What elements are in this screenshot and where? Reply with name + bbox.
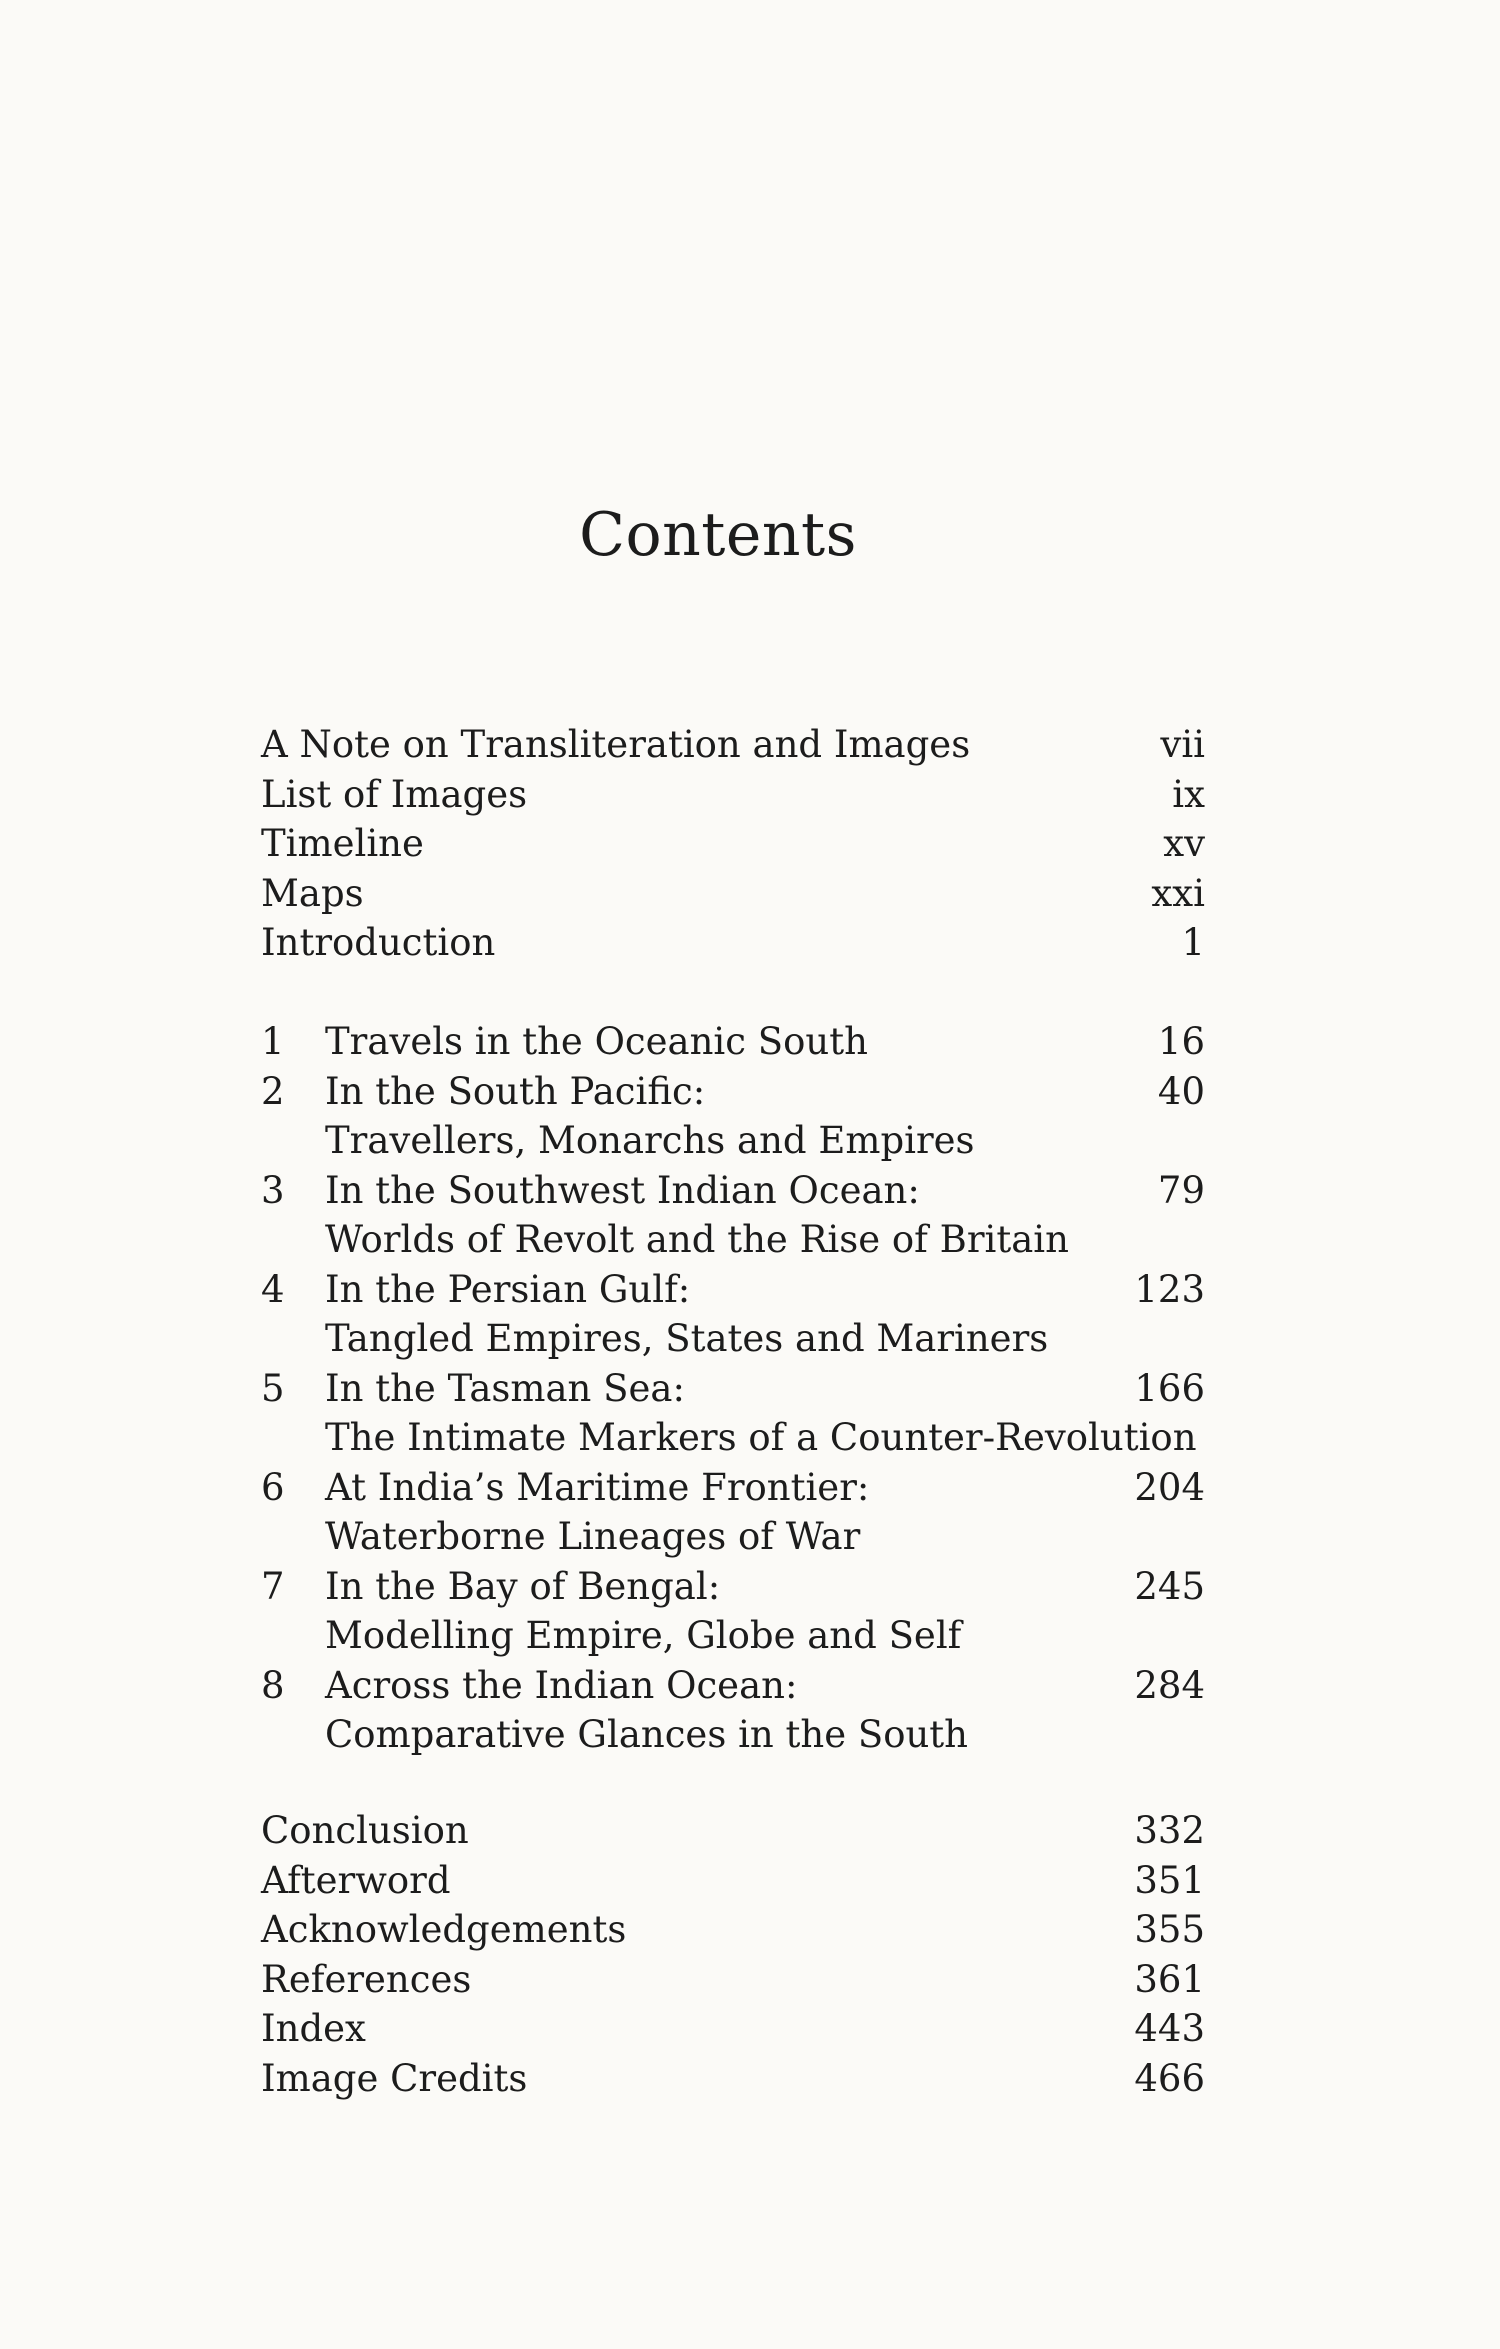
entry-title: References	[261, 1957, 472, 2001]
entry-title: List of Images	[261, 772, 528, 816]
toc-entry[interactable]	[261, 869, 1205, 919]
entry-page: 355	[1134, 1908, 1205, 1951]
entry-page: 1	[1181, 921, 1205, 964]
toc-entry[interactable]	[261, 720, 1205, 770]
front-matter-list	[261, 720, 1205, 968]
chapter-entry[interactable]	[261, 1364, 1205, 1414]
chapter-number: 4	[261, 1267, 285, 1311]
entry-title: Index	[261, 2007, 366, 2050]
chapter-subtitle: Modelling Empire, Globe and Self	[325, 1614, 962, 1657]
chapter-entry[interactable]	[261, 1166, 1205, 1216]
entry-title: A Note on Transliteration and Images	[261, 723, 971, 766]
toc-entry[interactable]	[261, 2054, 1205, 2104]
chapter-title: At India’s Maritime Frontier:	[325, 1465, 870, 1509]
entry-title: Conclusion	[261, 1809, 469, 1852]
entry-page: 332	[1134, 1809, 1205, 1852]
chapter-subtitle: Worlds of Revolt and the Rise of Britain	[325, 1218, 1069, 1261]
toc-entry[interactable]	[261, 2004, 1205, 2054]
chapter-title: In the Persian Gulf:	[325, 1267, 691, 1311]
chapter-page: 204	[1134, 1465, 1205, 1509]
entry-page: xv	[1163, 822, 1205, 865]
chapter-page: 16	[1157, 1020, 1205, 1063]
entry-page: xxi	[1151, 871, 1205, 915]
entry-page: 351	[1134, 1858, 1205, 1902]
chapter-page: 245	[1134, 1564, 1205, 1608]
chapter-subtitle-row	[261, 1413, 1205, 1463]
chapter-subtitle: Tangled Empires, States and Mariners	[325, 1317, 1049, 1360]
entry-title: Afterword	[261, 1858, 451, 1902]
chapter-subtitle-row	[261, 1611, 1205, 1661]
chapter-entry[interactable]	[261, 1265, 1205, 1315]
chapter-subtitle: Waterborne Lineages of War	[325, 1515, 861, 1558]
chapter-title: Across the Indian Ocean:	[325, 1663, 798, 1707]
entry-page: 466	[1134, 2056, 1205, 2100]
chapter-subtitle-row	[261, 1116, 1205, 1166]
entry-page: 443	[1134, 2007, 1205, 2050]
entry-page: ix	[1172, 772, 1205, 816]
chapter-number: 3	[261, 1168, 285, 1212]
toc-entry[interactable]	[261, 1905, 1205, 1955]
chapter-page: 123	[1134, 1267, 1205, 1311]
entry-title: Maps	[261, 871, 364, 915]
page-title: Contents	[579, 500, 857, 570]
chapter-entry[interactable]	[261, 1463, 1205, 1513]
toc-entry[interactable]	[261, 918, 1205, 968]
chapter-number: 2	[261, 1069, 285, 1113]
entry-title: Acknowledgements	[261, 1908, 627, 1951]
chapter-number: 6	[261, 1465, 285, 1509]
chapter-subtitle-row	[261, 1314, 1205, 1364]
chapter-subtitle: Comparative Glances in the South	[325, 1713, 969, 1756]
chapter-number: 7	[261, 1564, 285, 1608]
chapter-page: 166	[1134, 1366, 1205, 1410]
entry-page: vii	[1160, 723, 1205, 766]
chapter-subtitle: Travellers, Monarchs and Empires	[325, 1119, 975, 1162]
chapter-list	[261, 1017, 1205, 1760]
chapter-page: 40	[1157, 1069, 1205, 1113]
entry-title: Timeline	[261, 822, 424, 865]
entry-page: 361	[1134, 1957, 1205, 2001]
chapter-entry[interactable]	[261, 1067, 1205, 1117]
chapter-number: 5	[261, 1366, 285, 1410]
chapter-title: In the Tasman Sea:	[325, 1366, 685, 1410]
entry-title: Introduction	[261, 921, 496, 964]
chapter-title: In the Southwest Indian Ocean:	[325, 1168, 920, 1212]
chapter-page: 79	[1157, 1168, 1205, 1212]
chapter-subtitle-row	[261, 1710, 1205, 1760]
toc-entry[interactable]	[261, 819, 1205, 869]
chapter-entry[interactable]	[261, 1017, 1205, 1067]
chapter-title: In the South Pacific:	[325, 1069, 706, 1113]
chapter-subtitle: The Intimate Markers of a Counter-Revolution	[325, 1416, 1197, 1459]
toc-entry[interactable]	[261, 1955, 1205, 2005]
chapter-page: 284	[1134, 1663, 1205, 1707]
back-matter-list	[261, 1806, 1205, 2103]
chapter-subtitle-row	[261, 1215, 1205, 1265]
chapter-entry[interactable]	[261, 1562, 1205, 1612]
chapter-entry[interactable]	[261, 1661, 1205, 1711]
chapter-number: 8	[261, 1663, 285, 1707]
chapter-subtitle-row	[261, 1512, 1205, 1562]
entry-title: Image Credits	[261, 2056, 528, 2100]
toc-entry[interactable]	[261, 770, 1205, 820]
toc-entry[interactable]	[261, 1806, 1205, 1856]
toc-entry[interactable]	[261, 1856, 1205, 1906]
chapter-title: Travels in the Oceanic South	[325, 1020, 868, 1063]
chapter-title: In the Bay of Bengal:	[325, 1564, 721, 1608]
chapter-number: 1	[261, 1020, 285, 1063]
